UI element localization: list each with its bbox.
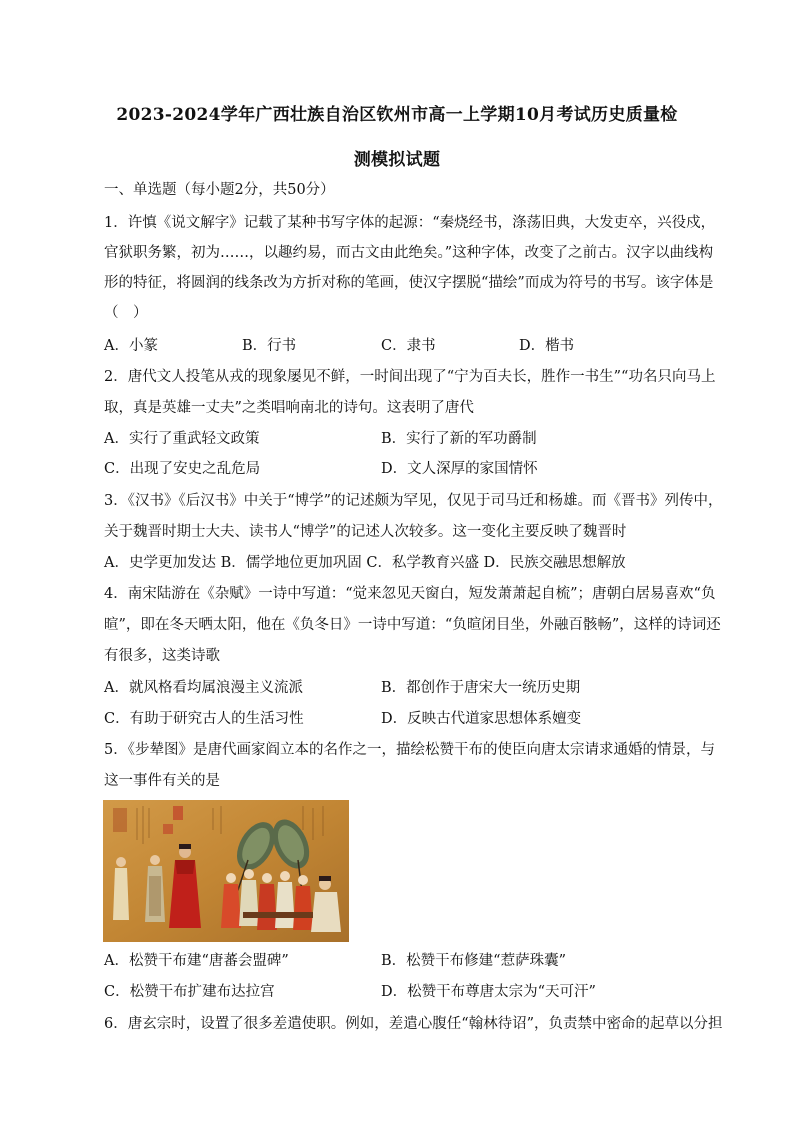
q2-option-a[interactable]: A．实行了重武轻文政策 <box>104 431 260 447</box>
bunian-painting-image <box>103 800 349 942</box>
q4-line: 4．南宋陆游在《杂赋》一诗中写道：“觉来忽见天窗白，短发萧萧起自梳”；唐朝白居易喜欢“负 <box>104 586 716 602</box>
q5-line: 5．《步辇图》是唐代画家阎立本的名作之一，描绘松赞干布的使臣向唐太宗请求通婚的情景，与 <box>104 742 715 758</box>
q2-line: 取，真是英雄一丈夫”之类唱响南北的诗句。这表明了唐代 <box>104 400 474 416</box>
q4-option-b[interactable]: B．都创作于唐宋大一统历史期 <box>381 680 581 696</box>
q2-option-b[interactable]: B．实行了新的军功爵制 <box>381 431 537 447</box>
q1-option-c[interactable]: C．隶书 <box>381 338 436 354</box>
section-heading: 一、单选题（每小题2分，共50分） <box>104 182 335 198</box>
q6-line: 6．唐玄宗时，设置了很多差遣使职。例如，差遣心腹任“翰林待诏”，负责禁中密命的起草以分担 <box>104 1016 723 1032</box>
q5-option-d[interactable]: D．松赞干布尊唐太宗为“天可汗” <box>381 984 596 1000</box>
q4-option-c[interactable]: C．有助于研究古人的生活习性 <box>104 711 304 727</box>
q1-line: （ ） <box>104 305 148 321</box>
q1-option-a[interactable]: A．小篆 <box>104 338 158 354</box>
q4-line: 有很多，这类诗歌 <box>104 648 220 664</box>
q2-option-d[interactable]: D．文人深厚的家国情怀 <box>381 461 538 477</box>
q1-line: 官狱职务繁，初为……，以趣约易，而古文由此绝矣。”这种字体，改变了之前古。汉字以曲线构 <box>104 245 714 261</box>
exam-title-line2: 测模拟试题 <box>353 150 441 170</box>
painting-illustration <box>103 800 349 942</box>
q5-option-c[interactable]: C．松赞干布扩建布达拉宫 <box>104 984 275 1000</box>
q4-line: 暄”，即在冬天晒太阳，他在《负冬日》一诗中写道：“负暄闭目坐，外融百骸畅”，这样的诗词还 <box>104 617 721 633</box>
q5-option-b[interactable]: B．松赞干布修建“惹萨珠囊” <box>381 953 566 969</box>
q1-option-b[interactable]: B．行书 <box>242 338 297 354</box>
q4-option-a[interactable]: A．就风格看均属浪漫主义流派 <box>104 680 303 696</box>
q3-line: 关于魏晋时期士大夫、读书人“博学”的记述人次较多。这一变化主要反映了魏晋时 <box>104 524 627 540</box>
q2-line: 2．唐代文人投笔从戎的现象屡见不鲜，一时间出现了“宁为百夫长，胜作一书生”“功名只向马上 <box>104 369 716 385</box>
q1-line: 形的特征，将圆润的线条改为方折对称的笔画，使汉字摆脱“描绘”而成为符号的书写。该字体是 <box>104 275 714 291</box>
q3-line: 3．《汉书》《后汉书》中关于“博学”的记述颇为罕见，仅见于司马迁和杨雄。而《晋书》列传中， <box>104 493 723 509</box>
q3-options-inline[interactable]: A．史学更加发达 B．儒学地位更加巩固 C．私学教育兴盛 D．民族交融思想解放 <box>104 555 626 571</box>
exam-title-line1: 2023-2024学年广西壮族自治区钦州市高一上学期10月考试历史质量检 <box>116 105 678 125</box>
q5-option-a[interactable]: A．松赞干布建“唐蕃会盟碑” <box>104 953 289 969</box>
q1-option-d[interactable]: D．楷书 <box>519 338 575 354</box>
q1-line: 1．许慎《说文解字》记载了某种书写字体的起源：“秦烧经书，涤荡旧典，大发吏卒，兴役戍， <box>104 215 716 231</box>
q5-line: 这一事件有关的是 <box>104 773 220 789</box>
q2-option-c[interactable]: C．出现了安史之乱危局 <box>104 461 261 477</box>
q4-option-d[interactable]: D．反映古代道家思想体系嬗变 <box>381 711 582 727</box>
